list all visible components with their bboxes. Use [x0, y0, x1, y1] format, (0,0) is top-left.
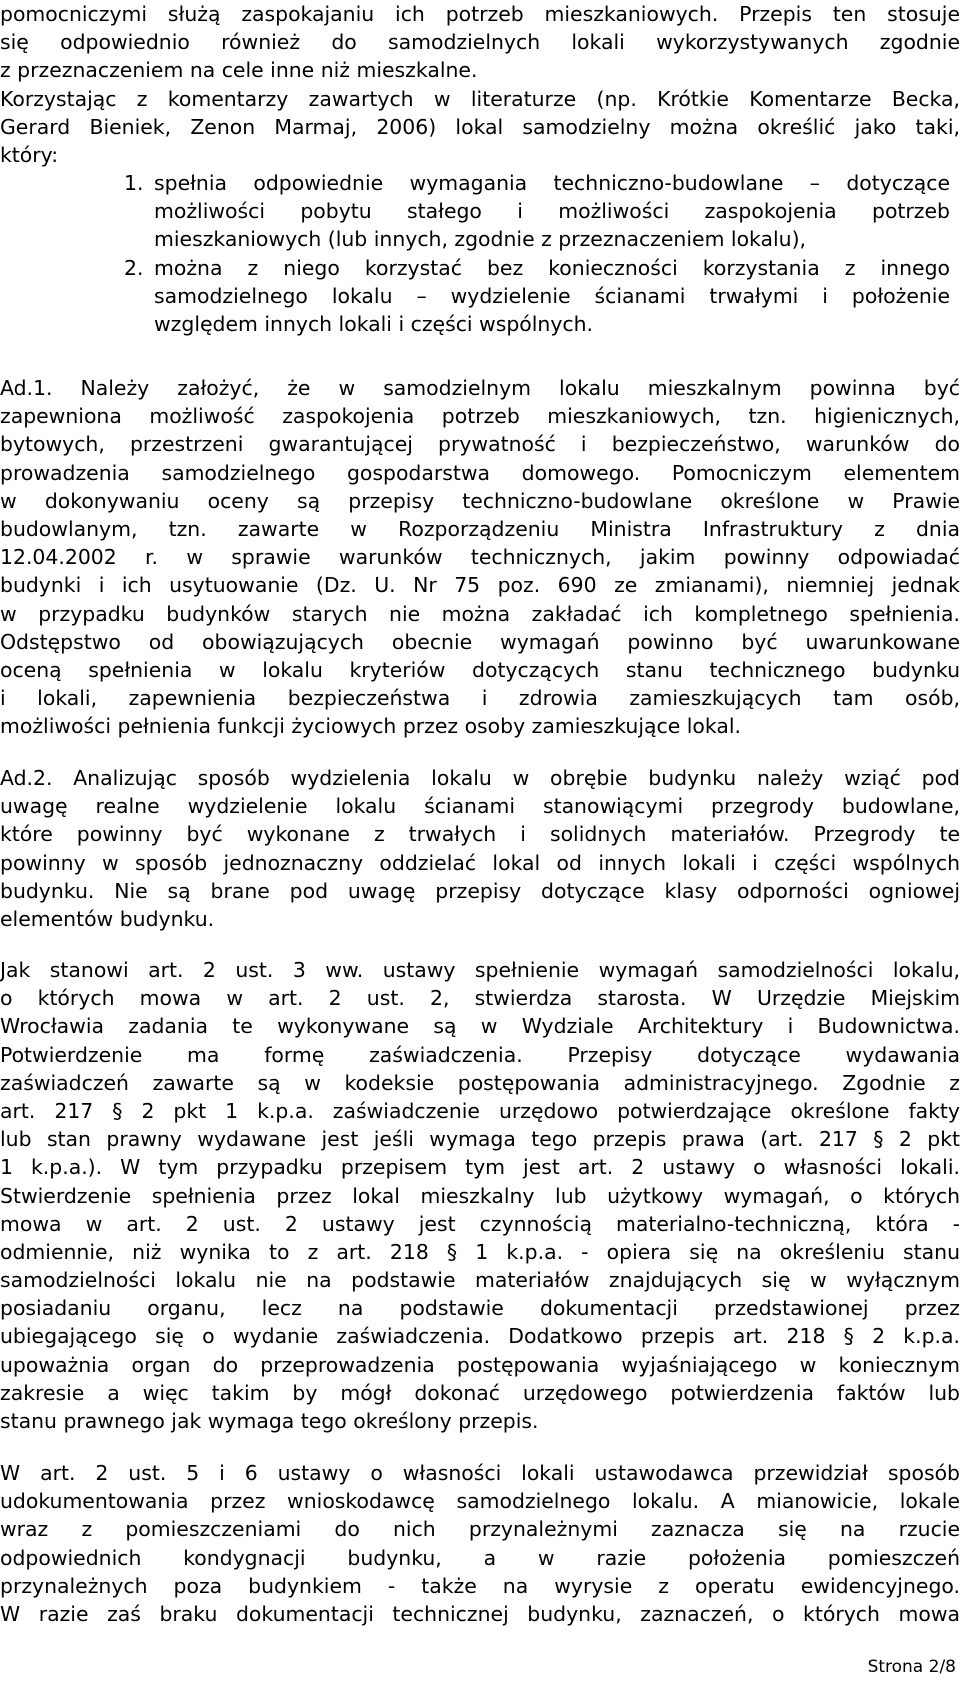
text-line: względem innych lokali i części wspólnych.: [154, 311, 594, 336]
text-line: budynku. Nie są brane pod uwagę przepisy dotyczące klasy odporności ogniowej: [0, 878, 960, 903]
numbered-list: [0, 169, 960, 338]
text-line: art. 217 § 2 pkt 1 k.p.a. zaświadczenie urzędowo potwierdzające określone fakty: [0, 1098, 960, 1123]
text-line: Jak stanowi art. 2 ust. 3 ww. ustawy spełnienie wymagań samodzielności lokalu,: [0, 958, 960, 982]
text-line: i lokali, zapewnienia bezpieczeństwa i zdrowia zamieszkujących tam osób,: [0, 686, 960, 711]
list-item: [0, 169, 960, 254]
text-line: zakresie a więc takim by mógł dokonać urzędowego potwierdzenia faktów lub: [0, 1380, 960, 1405]
text-line: pomocniczymi służą zaspokajaniu ich potrzeb mieszkaniowych. Przepis ten stosuje: [0, 2, 960, 26]
text-line: Gerard Bieniek, Zenon Marmaj, 2006) lokal samodzielny można określić jako taki,: [0, 114, 960, 139]
text-line: elementów budynku.: [0, 906, 215, 931]
text-line: zapewniona możliwość zaspokojenia potrzeb mieszkaniowych, tzn. higienicznych,: [0, 404, 960, 429]
text-line: zaświadczeń zawarte są w kodeksie postępowania administracyjnego. Zgodnie z: [0, 1070, 960, 1095]
text-line: ubiegającego się o wydanie zaświadczenia. Dodatkowo przepis art. 218 § 2 k.p.a.: [0, 1324, 960, 1349]
page-number: Strona 2/8: [867, 1657, 956, 1677]
text-line: Odstępstwo od obowiązujących obecnie wymagań powinno być uwarunkowane: [0, 629, 960, 654]
text-line: stanu prawnego jak wymaga tego określony przepis.: [0, 1409, 539, 1433]
text-line: można z niego korzystać bez konieczności korzystania z innego: [154, 255, 950, 280]
text-line: możliwości pełnienia funkcji życiowych przez osoby zamieszkujące lokal.: [0, 714, 741, 739]
text-line: spełnia odpowiednie wymagania techniczno-budowlane – dotyczące: [154, 171, 950, 195]
text-line: o których mowa w art. 2 ust. 2, stwierdza starosta. W Urzędzie Miejskim: [0, 986, 960, 1011]
text-line: W razie zaś braku dokumentacji technicznej budynku, zaznaczeń, o których mowa: [0, 1601, 960, 1626]
paragraph-ad1: [0, 374, 960, 740]
list-item-number: 1.: [124, 171, 144, 195]
text-line: posiadaniu organu, lecz na podstawie dokumentacji przedstawionej przez: [0, 1296, 960, 1321]
text-line: Ad.1. Należy założyć, że w samodzielnym lokalu mieszkalnym powinna być: [0, 376, 960, 400]
list-item: [0, 254, 960, 339]
text-line: wraz z pomieszczeniami do nich przynależnymi zaznacza się na rzucie: [0, 1517, 960, 1542]
text-line: 1 k.p.a.). W tym przypadku przepisem tym jest art. 2 ustawy o własności lokali.: [0, 1155, 960, 1180]
text-line: mieszkaniowych (lub innych, zgodnie z przeznaczeniem lokalu),: [154, 227, 807, 252]
text-line: oceną spełnienia w lokalu kryteriów dotyczących stanu technicznego budynku: [0, 657, 960, 682]
text-line: 12.04.2002 r. w sprawie warunków technicznych, jakim powinny odpowiadać: [0, 545, 960, 570]
paragraph-art2-ust5-6: [0, 1459, 960, 1628]
text-line: W art. 2 ust. 5 i 6 ustawy o własności lokali ustawodawca przewidział sposób: [0, 1461, 960, 1485]
text-line: lub stan prawny wydawane jest jeśli wymaga tego przepis prawa (art. 217 § 2 pkt: [0, 1127, 960, 1152]
intro-paragraph: [0, 0, 960, 169]
paragraph-ad2: [0, 764, 960, 933]
text-line: odpowiednich kondygnacji budynku, a w razie położenia pomieszczeń: [0, 1545, 960, 1570]
text-line: mowa w art. 2 ust. 2 ustawy jest czynnością materialno-techniczną, która -: [0, 1211, 960, 1236]
text-line: Stwierdzenie spełnienia przez lokal mieszkalny lub użytkowy wymagań, o których: [0, 1183, 960, 1208]
text-line: Potwierdzenie ma formę zaświadczenia. Przepisy dotyczące wydawania: [0, 1042, 960, 1067]
text-line: budowlanym, tzn. zawarte w Rozporządzeniu Ministra Infrastruktury z dnia: [0, 516, 960, 541]
list-item-number: 2.: [124, 255, 144, 280]
text-line: udokumentowania przez wnioskodawcę samodzielnego lokalu. A mianowicie, lokale: [0, 1489, 960, 1514]
text-line: prowadzenia samodzielnego gospodarstwa domowego. Pomocniczym elementem: [0, 460, 960, 485]
text-line: w przypadku budynków starych nie można zakładać ich kompletnego spełnienia.: [0, 601, 960, 626]
text-line: które powinny być wykonane z trwałych i solidnych materiałów. Przegrody te: [0, 822, 960, 847]
text-line: powinny w sposób jednoznaczny oddzielać lokal od innych lokali i części wspólnych: [0, 850, 960, 875]
text-line: uwagę realne wydzielenie lokalu ścianami stanowiącymi przegrody budowlane,: [0, 794, 960, 819]
text-line: upoważnia organ do przeprowadzenia postępowania wyjaśniającego w koniecznym: [0, 1352, 960, 1377]
text-line: bytowych, przestrzeni gwarantującej prywatność i bezpieczeństwo, warunków do: [0, 432, 960, 457]
paragraph-art2-ust3: [0, 956, 960, 1435]
text-line: odmiennie, niż wynika to z art. 218 § 1 k.p.a. - opiera się na określeniu stanu: [0, 1239, 960, 1264]
text-line: samodzielności lokalu nie na podstawie materiałów znajdujących się w wyłącznym: [0, 1268, 960, 1293]
text-line: który:: [0, 142, 59, 167]
text-line: samodzielnego lokalu – wydzielenie ścianami trwałymi i położenie: [154, 283, 950, 308]
text-line: przynależnych poza budynkiem - także na wyrysie z operatu ewidencyjnego.: [0, 1573, 960, 1598]
text-line: możliwości pobytu stałego i możliwości zaspokojenia potrzeb: [154, 199, 950, 224]
text-line: Wrocławia zadania te wykonywane są w Wydziale Architektury i Budownictwa.: [0, 1014, 960, 1039]
text-line: Ad.2. Analizując sposób wydzielenia lokalu w obrębie budynku należy wziąć pod: [0, 766, 960, 790]
text-line: się odpowiednio również do samodzielnych lokali wykorzystywanych zgodnie: [0, 30, 960, 55]
text-line: w dokonywaniu oceny są przepisy techniczno-budowlane określone w Prawie: [0, 488, 960, 513]
text-line: Korzystając z komentarzy zawartych w literaturze (np. Krótkie Komentarze Becka,: [0, 86, 960, 111]
text-line: z przeznaczeniem na cele inne niż mieszkalne.: [0, 58, 478, 83]
text-line: budynki i ich usytuowanie (Dz. U. Nr 75 poz. 690 ze zmianami), niemniej jednak: [0, 573, 960, 598]
